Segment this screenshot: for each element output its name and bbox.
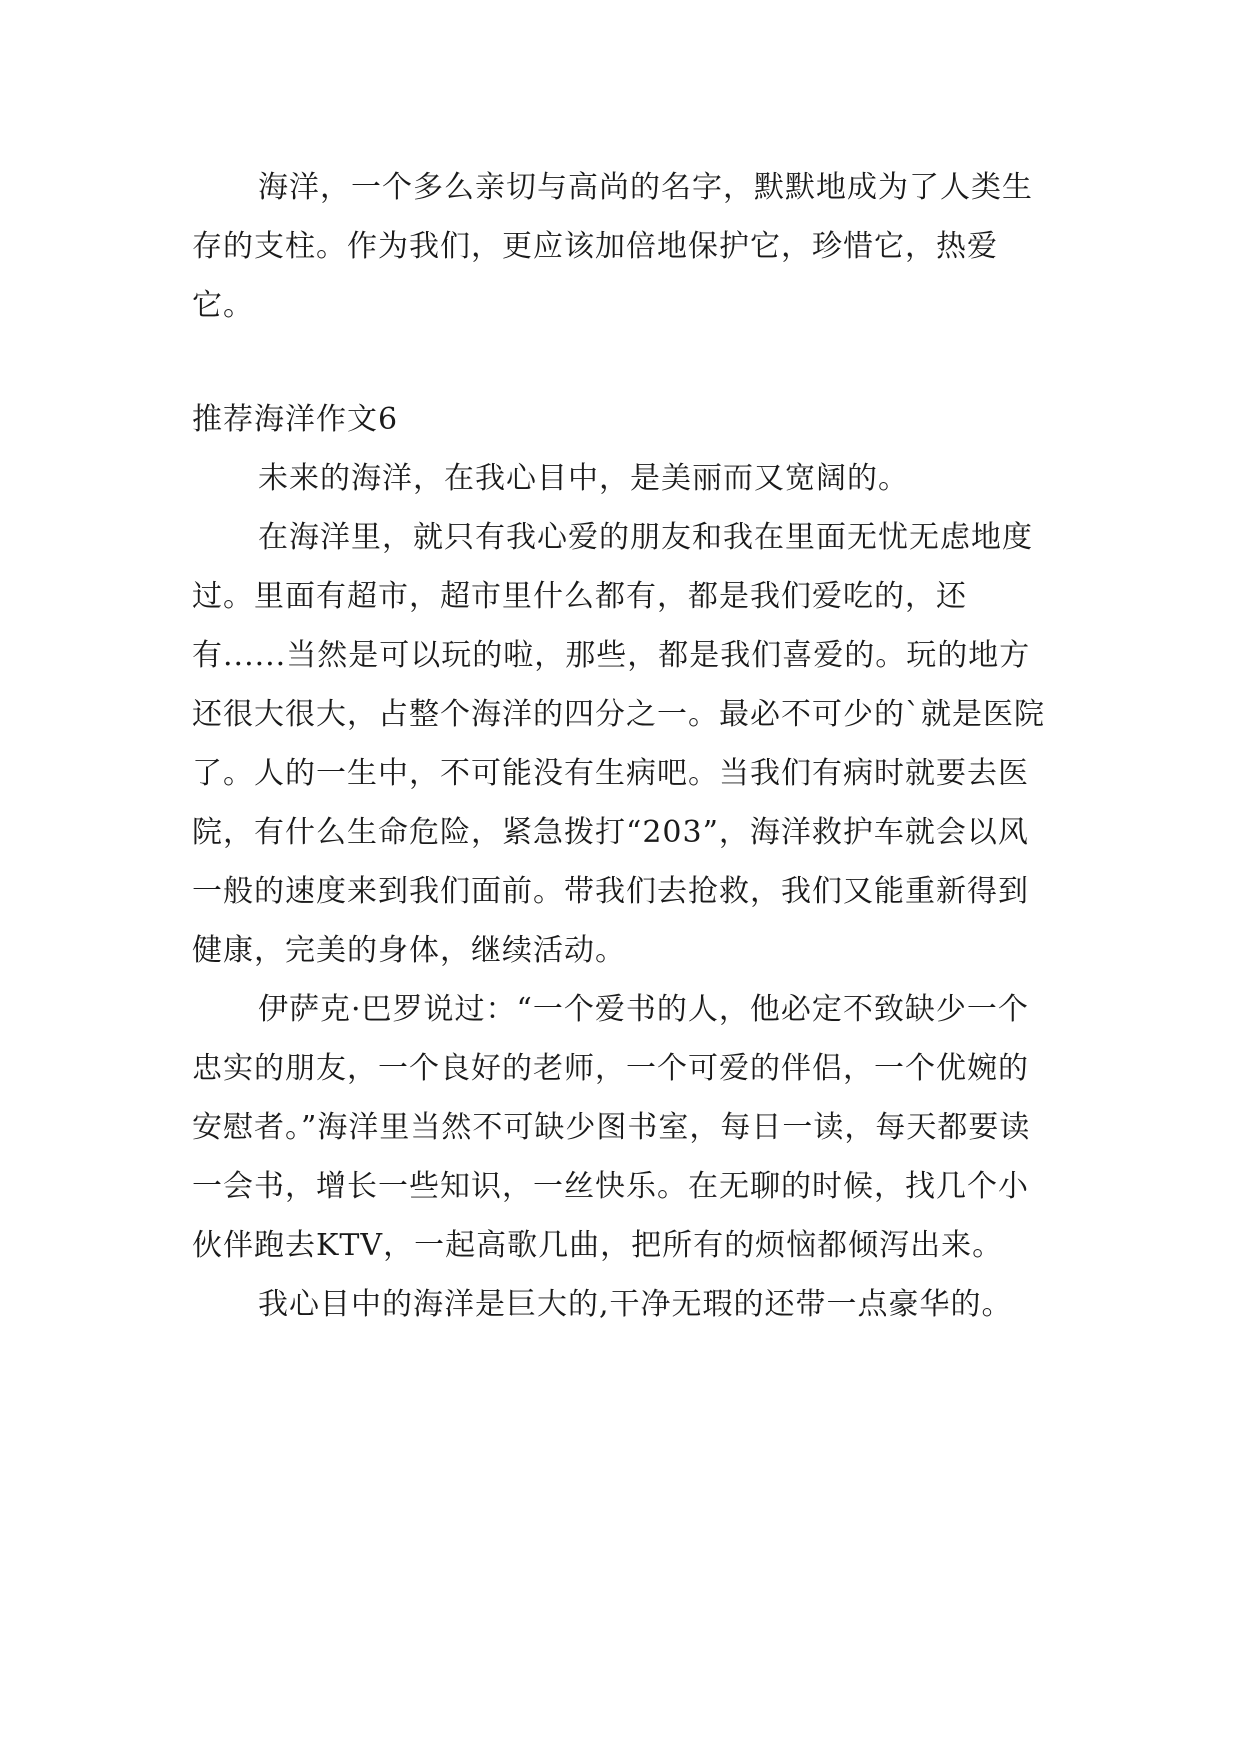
essay-paragraph-4: 我心目中的海洋是巨大的,干净无瑕的还带一点豪华的。	[258, 1287, 1013, 1322]
essay-paragraph-2: 在海洋里，就只有我心爱的朋友和我在里面无忧无虑地度过。里面有超市，超市里什么都有，都是我们爱吃的，还有......当然是可以玩的啦，那些，都是我们喜爱的。玩的地方还很大很大，占整个海洋的四分之一。最必不可少的`就是医院了。人的一生中，不可能没有生病吧。当我们有病时就要去医院，有什么生命危险，紧急拨打“203”，海洋救护车就会以风一般的速度来到我们面前。带我们去抢救，我们又能重新得到健康，完美的身体，继续活动。	[192, 520, 1045, 968]
essay-paragraph-1: 未来的海洋，在我心目中，是美丽而又宽阔的。	[258, 461, 909, 496]
essay-body	[192, 449, 1052, 1334]
section-title: 推荐海洋作文6	[192, 402, 399, 437]
intro-paragraph: 海洋，一个多么亲切与高尚的名字，默默地成为了人类生存的支柱。作为我们，更应该加倍地保护它，珍惜它，热爱它。	[192, 170, 1033, 323]
intro-section	[192, 158, 1052, 335]
essay-paragraph-3: 伊萨克·巴罗说过：“一个爱书的人，他必定不致缺少一个忠实的朋友，一个良好的老师，一个可爱的伴侣，一个优婉的安慰者。”海洋里当然不可缺少图书室，每日一读，每天都要读一会书，增长一些知识，一丝快乐。在无聊的时候，找几个小伙伴跑去KTV，一起高歌几曲，把所有的烦恼都倾泻出来。	[192, 992, 1031, 1263]
